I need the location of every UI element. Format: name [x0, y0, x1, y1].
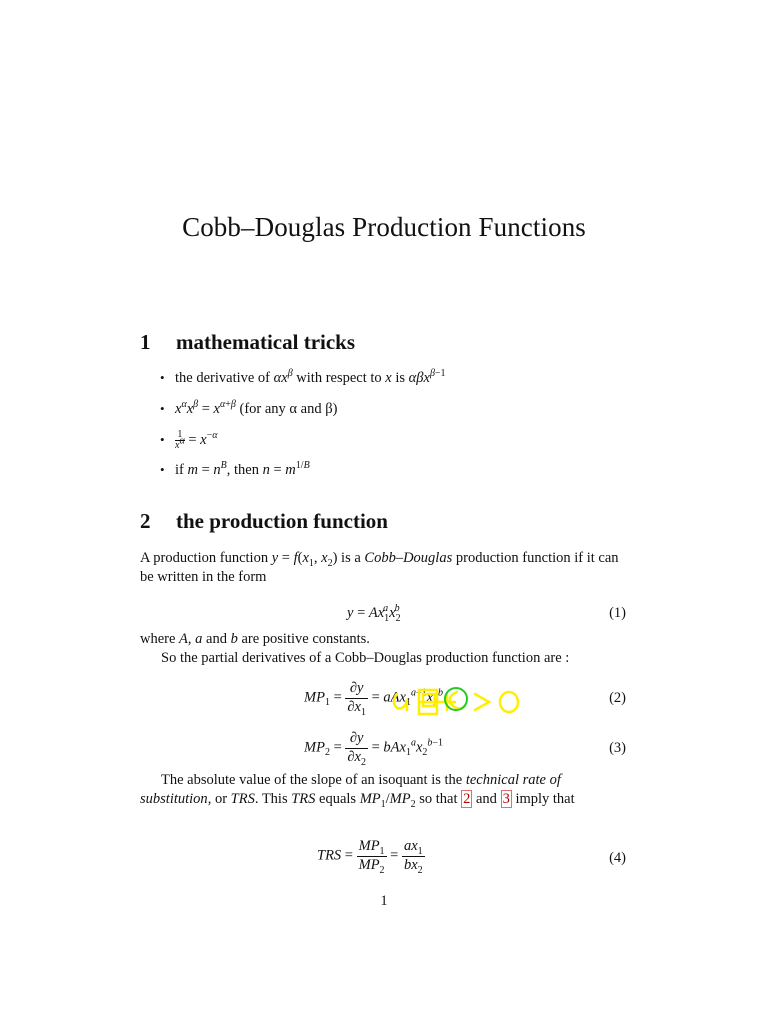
section-heading-1: [140, 330, 355, 355]
page-title: Cobb–Douglas Production Functions: [182, 212, 586, 242]
page-number: 1: [380, 893, 388, 909]
equation-number: (1): [609, 605, 626, 621]
equation-ref-link[interactable]: 3: [502, 791, 510, 807]
equation-2: $MP_1$ = $\frac{\partial y}{\partial x_1}$ = $aAx_1^{a-1}x_2^b$: [304, 680, 444, 718]
equation-1: $y = Ax_1^ax_2^b$: [347, 603, 401, 624]
section-number: 2: [140, 509, 151, 533]
paragraph: So the partial derivatives of a Cobb–Douglas production function are :: [161, 650, 570, 666]
section-heading-2: [140, 509, 388, 534]
equation-number: (2): [609, 690, 626, 706]
list-item: • $x^\alpha x^\beta = x^{\alpha+\beta}$ (for any α and β): [160, 399, 338, 417]
paragraph: A production function $y = f(x_1$, $x_2$) is a Cobb–Douglas production function if it can be written in the form: [140, 550, 619, 585]
section-title: the production function: [176, 509, 388, 533]
highlight-annotation: [385, 680, 525, 722]
equation-4: TRS = $\frac{MP_1}{MP_2}$ = $\frac{ax_1}{bx_2}$: [317, 838, 423, 876]
list-item: • if $m = n^B$, then $n = m^{1/B}$: [160, 460, 310, 478]
equation-number: (4): [609, 850, 626, 866]
equation-number: (3): [609, 740, 626, 756]
paragraph: where A, a and b are positive constants.: [140, 631, 370, 647]
section-title: mathematical tricks: [176, 330, 356, 354]
equation-3: $MP_2$ = $\frac{\partial y}{\partial x_2}$ = $bAx_1^ax_2^{b-1}$: [304, 730, 444, 768]
equation-ref-link[interactable]: 2: [463, 791, 471, 807]
paragraph: The absolute value of the slope of an isoquant is the technical rate of substitution, or TRS. This TRS equals $MP_1/MP_2$ so that 2 and 3 imply that: [140, 772, 575, 810]
section-number: 1: [140, 330, 151, 354]
list-item: • the derivative of $\alpha x^\beta$ with respect to x is αβx$^{\beta-1}$: [160, 368, 446, 386]
list-item: • $\frac{1}{x^\alpha}$ = $x^{-\alpha}$: [160, 429, 218, 451]
